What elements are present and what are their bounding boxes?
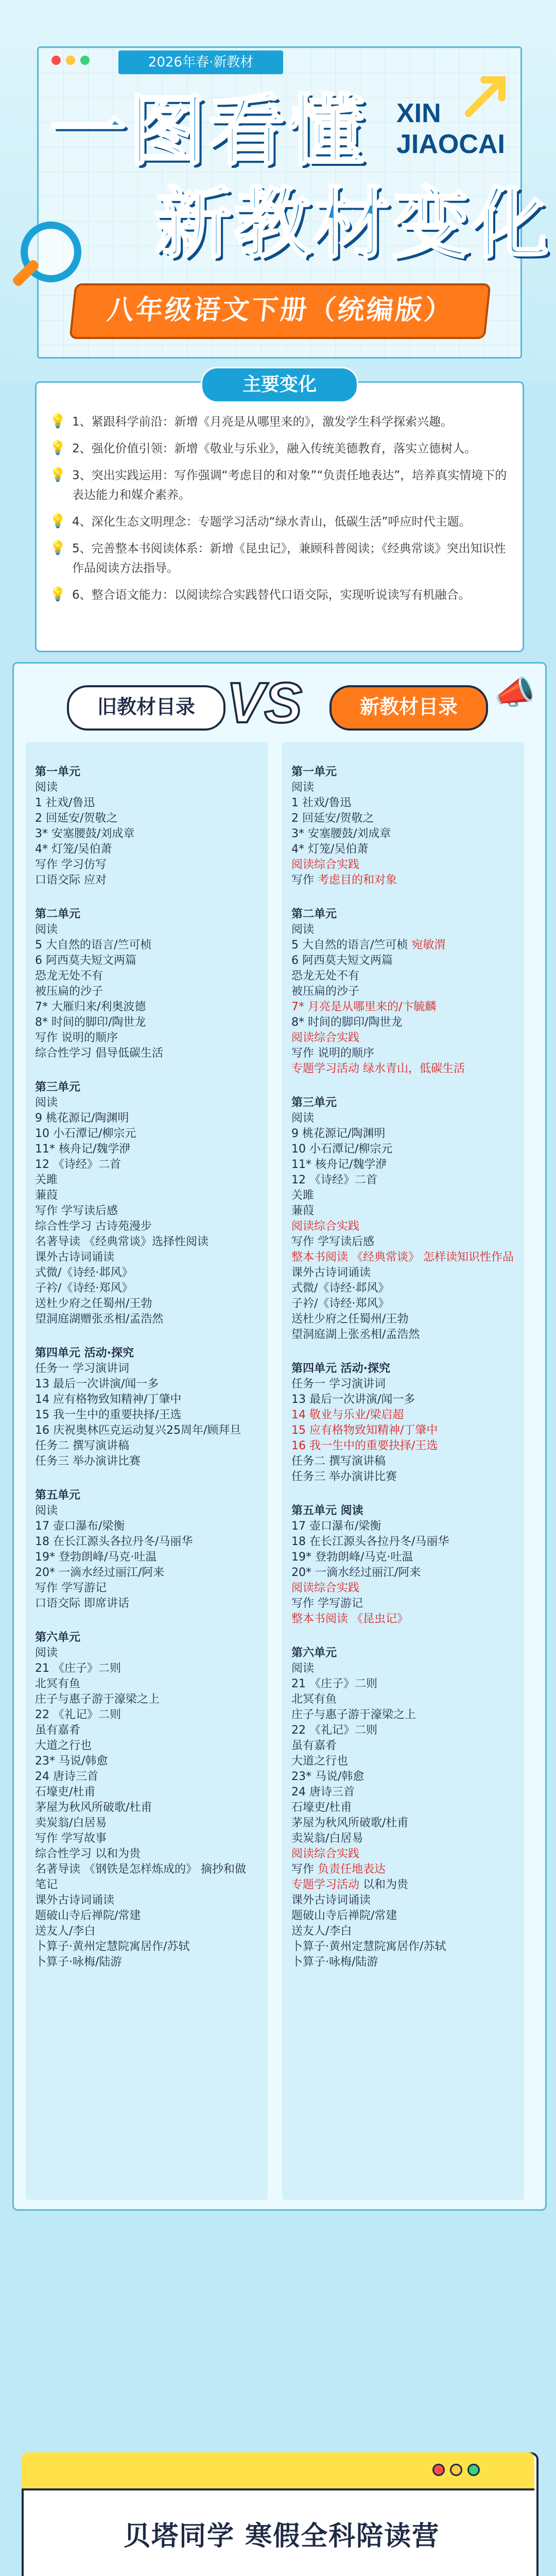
- catalog-entry: 整本书阅读 《昆虫记》: [291, 1613, 408, 1625]
- catalog-entry: 口语交际 即席讲话: [35, 1597, 129, 1610]
- catalog-unit-heading: 第五单元 阅读: [291, 1504, 363, 1517]
- catalog-entry: 式微/《诗经·邶风》: [35, 1266, 133, 1279]
- old-catalog-list: [35, 762, 262, 1970]
- catalog-entry: 阅读: [291, 781, 315, 794]
- catalog-entry: 专题学习活动 以和为贵: [291, 1878, 409, 1891]
- catalog-entry: 阅读: [35, 923, 58, 936]
- catalog-entry: 22 《礼记》二则: [35, 1708, 121, 1721]
- catalog-entry: 题破山寺后禅院/常建: [291, 1909, 397, 1922]
- catalog-entry: 阅读: [291, 1112, 315, 1125]
- catalog-entry: 石壕吏/杜甫: [291, 1801, 352, 1814]
- change-text: 3、突出实践运用：写作强调“考虑目的和对象”“负责任地表达”，培养真实情境下的表达能力和媒介素养。: [72, 469, 507, 502]
- catalog-unit-heading: 第四单元 活动·探究: [291, 1362, 391, 1375]
- catalog-entry: 21 《庄子》二则: [291, 1677, 377, 1690]
- catalog-gap: [291, 1343, 518, 1359]
- catalog-gap: [35, 1061, 262, 1078]
- catalog-entry: 被压扁的沙子: [291, 985, 360, 998]
- new-catalog-label: 新教材目录: [329, 685, 488, 731]
- catalog-entry: 卖炭翁/白居易: [35, 1817, 107, 1829]
- catalog-entry: 24 唐诗三首: [291, 1786, 355, 1799]
- dot-red-icon: [51, 56, 61, 65]
- promo-dot-red-icon: [432, 2464, 445, 2476]
- catalog-entry: 4* 灯笼/吴伯萧: [35, 843, 112, 856]
- catalog-entry: 10 小石潭记/柳宗元: [35, 1127, 136, 1140]
- catalog-entry: 课外古诗词诵读: [35, 1251, 115, 1264]
- catalog-entry: 7* 大雁归来/利奥波德: [35, 1001, 146, 1013]
- catalog-entry: 大道之行也: [35, 1739, 92, 1752]
- catalog-entry: 4* 灯笼/吴伯萧: [291, 843, 369, 856]
- catalog-entry: 20* 一滴水经过丽江/阿来: [35, 1566, 165, 1579]
- catalog-entry: 卜算子·咏梅/陆游: [291, 1956, 378, 1969]
- catalog-unit-heading: 第二单元: [291, 908, 337, 921]
- catalog-entry: 蒹葭: [291, 1205, 315, 1217]
- pinyin: [396, 98, 505, 160]
- changes-list: [49, 412, 513, 612]
- catalog-entry: 蒹葭: [35, 1189, 58, 1202]
- catalog-entry: 写作 学写游记: [291, 1597, 363, 1610]
- catalog-entry: 送友人/李白: [35, 1925, 96, 1938]
- change-text: 1、紧跟科学前沿：新增《月亮是从哪里来的》，激发学生科学探索兴趣。: [72, 415, 453, 429]
- catalog-entry: 阅读综合实践: [291, 1031, 360, 1044]
- catalog-entry: 24 唐诗三首: [35, 1770, 98, 1783]
- catalog-entry: 被压扁的沙子: [35, 985, 103, 998]
- change-item: [49, 439, 513, 459]
- catalog-entry: 课外古诗词诵读: [35, 1894, 115, 1907]
- catalog-unit-heading: 第六单元: [291, 1647, 337, 1659]
- change-item: [49, 539, 513, 578]
- catalog-entry: 16 我一生中的重要抉择/王选: [291, 1439, 438, 1452]
- catalog-entry: 望洞庭湖上张丞相/孟浩然: [291, 1328, 420, 1341]
- catalog-entry: 15 我一生中的重要抉择/王选: [35, 1409, 182, 1421]
- catalog-entry: 笔记: [35, 1878, 58, 1891]
- catalog-entry: 14 敬业与乐业/梁启超: [291, 1409, 404, 1421]
- catalog-entry: 卜算子·咏梅/陆游: [35, 1956, 122, 1969]
- catalog-entry: 送友人/李白: [291, 1925, 352, 1938]
- new-catalog-list: [291, 762, 518, 1970]
- promo-dot-yellow-icon: [450, 2464, 462, 2476]
- lightbulb-icon: 💡: [49, 467, 66, 483]
- catalog-entry: 写作 说明的顺序: [35, 1031, 118, 1044]
- catalog-entry: 7* 月亮是从哪里来的/卞毓麟: [291, 1001, 437, 1013]
- catalog-entry: 阅读: [35, 1096, 58, 1109]
- catalog-entry: 阅读综合实践: [291, 1220, 360, 1233]
- catalog-entry: 10 小石潭记/柳宗元: [291, 1143, 393, 1156]
- catalog-entry: 任务二 撰写演讲稿: [35, 1439, 129, 1452]
- catalog-entry: 11* 核舟记/魏学洢: [35, 1143, 131, 1156]
- lightbulb-icon: 💡: [49, 440, 66, 456]
- catalog-entry: 恐龙无处不有: [291, 970, 360, 982]
- catalog-entry: 阅读综合实践: [291, 1848, 360, 1860]
- catalog-gap: [291, 1627, 518, 1643]
- catalog-entry: 11* 核舟记/魏学洢: [291, 1158, 387, 1171]
- catalog-entry: 9 桃花源记/陶渊明: [291, 1127, 386, 1140]
- catalog-entry: 20* 一滴水经过丽江/阿来: [291, 1566, 421, 1579]
- catalog-entry: 综合性学习 古诗苑漫步: [35, 1220, 152, 1233]
- catalog-entry: 13 最后一次讲演/闻一多: [291, 1393, 415, 1406]
- catalog-entry: 阅读: [35, 781, 58, 794]
- megaphone-icon: 📣: [494, 674, 535, 712]
- catalog-entry: 关雎: [291, 1189, 315, 1202]
- catalog-entry: 名著导读 《经典常谈》选择性阅读: [35, 1235, 208, 1248]
- catalog-entry: 23* 马说/韩愈: [291, 1770, 364, 1783]
- catalog-entry: 15 应有格物致知精神/丁肇中: [291, 1424, 438, 1437]
- catalog-entry: 式微/《诗经·邶风》: [291, 1282, 390, 1295]
- catalog-gap: [35, 1469, 262, 1486]
- catalog-entry: 课外古诗词诵读: [291, 1894, 371, 1907]
- catalog-gap: [35, 888, 262, 905]
- catalog-entry: 卜算子·黄州定慧院寓居作/苏轼: [291, 1940, 446, 1953]
- catalog-gap: [291, 1077, 518, 1093]
- catalog-unit-heading: 第一单元: [35, 766, 81, 778]
- catalog-entry: 写作 学写故事: [35, 1832, 107, 1845]
- catalog-entry: 子衿/《诗经·郑风》: [291, 1297, 390, 1310]
- catalog-unit-heading: 第五单元: [35, 1489, 81, 1502]
- catalog-entry: 18 在长江源头各拉丹冬/马丽华: [35, 1535, 193, 1548]
- catalog-entry: 阅读: [291, 923, 315, 936]
- catalog-entry: 庄子与惠子游于濠梁之上: [35, 1693, 160, 1706]
- catalog-entry: 写作 学写游记: [35, 1582, 107, 1595]
- catalog-entry: 课外古诗词诵读: [291, 1266, 371, 1279]
- catalog-entry: 9 桃花源记/陶渊明: [35, 1112, 129, 1125]
- catalog-entry: 卖炭翁/白居易: [291, 1832, 363, 1845]
- change-text: 6、整合语文能力：以阅读综合实践替代口语交际，实现听说读写有机融合。: [72, 588, 471, 602]
- catalog-entry: 写作 学习仿写: [35, 858, 107, 871]
- catalog-entry: 21 《庄子》二则: [35, 1662, 121, 1675]
- new-catalog-column: [282, 742, 524, 2200]
- catalog-entry: 题破山寺后禅院/常建: [35, 1909, 141, 1922]
- change-item: [49, 412, 513, 432]
- catalog-entry: 任务三 举办演讲比赛: [291, 1470, 397, 1483]
- catalog-entry: 望洞庭湖赠张丞相/孟浩然: [35, 1313, 164, 1326]
- changes-title: 主要变化: [201, 367, 358, 403]
- catalog-entry: 22 《礼记》二则: [291, 1724, 377, 1737]
- old-catalog-label: 旧教材目录: [67, 685, 225, 731]
- catalog-unit-heading: 第二单元: [35, 908, 81, 921]
- catalog-entry: 任务三 举办演讲比赛: [35, 1455, 141, 1468]
- catalog-entry: 综合性学习 以和为贵: [35, 1848, 141, 1860]
- catalog-unit-heading: 第六单元: [35, 1631, 81, 1644]
- catalog-entry: 16 庆祝奥林匹克运动复兴25周年/顾拜旦: [35, 1424, 241, 1437]
- catalog-entry: 北冥有鱼: [291, 1693, 337, 1706]
- catalog-unit-heading: 第三单元: [35, 1081, 81, 1094]
- lightbulb-icon: 💡: [49, 414, 66, 429]
- window-dots: [51, 56, 95, 67]
- change-text: 4、深化生态文明理念：专题学习活动“绿水青山，低碳生活”呼应时代主题。: [72, 515, 471, 529]
- catalog-gap: [35, 1612, 262, 1628]
- catalog-entry: 23* 马说/韩愈: [35, 1755, 108, 1768]
- catalog-entry: 写作 学写读后感: [35, 1205, 118, 1217]
- catalog-entry: 任务一 学习演讲词: [291, 1378, 386, 1391]
- catalog-entry: 5 大自然的语言/竺可桢 宛敏渭: [291, 939, 446, 952]
- catalog-entry: 北冥有鱼: [35, 1677, 81, 1690]
- change-text: 5、完善整本书阅读体系：新增《昆虫记》，兼顾科普阅读；《经典常谈》突出知识性作品阅读方法指导。: [72, 542, 506, 575]
- change-item: [49, 512, 513, 532]
- catalog-entry: 任务一 学习演讲词: [35, 1362, 129, 1375]
- catalog-entry: 12 《诗经》二首: [35, 1158, 121, 1171]
- catalog-unit-heading: 第四单元 活动·探究: [35, 1347, 134, 1360]
- catalog-entry: 庄子与惠子游于濠梁之上: [291, 1708, 416, 1721]
- catalog-entry: 19* 登勃朗峰/马克·吐温: [35, 1551, 157, 1564]
- catalog-entry: 3* 安塞腰鼓/刘成章: [35, 827, 135, 840]
- catalog-entry: 子衿/《诗经·郑风》: [35, 1282, 133, 1295]
- catalog-entry: 2 回延安/贺敬之: [35, 812, 118, 825]
- catalog-entry: 18 在长江源头各拉丹冬/马丽华: [291, 1535, 449, 1548]
- catalog-entry: 整本书阅读 《经典常谈》 怎样读知识性作品: [291, 1251, 514, 1264]
- main-title-line2: 新教材变化: [154, 179, 551, 269]
- catalog-entry: 17 壶口瀑布/梁衡: [35, 1520, 125, 1533]
- change-item: [49, 585, 513, 605]
- catalog-entry: 送杜少府之任蜀州/王勃: [35, 1297, 152, 1310]
- change-item: [49, 466, 513, 505]
- catalog-entry: 6 阿西莫夫短文两篇: [35, 954, 136, 967]
- catalog-entry: 8* 时间的脚印/陶世龙: [35, 1016, 146, 1029]
- catalog-entry: 送杜少府之任蜀州/王勃: [291, 1313, 409, 1326]
- catalog-entry: 写作 考虑目的和对象: [291, 874, 397, 887]
- catalog-gap: [291, 888, 518, 905]
- catalog-entry: 13 最后一次讲演/闻一多: [35, 1378, 159, 1391]
- catalog-entry: 虽有嘉肴: [35, 1724, 81, 1737]
- catalog-entry: 任务二 撰写演讲稿: [291, 1455, 386, 1468]
- catalog-entry: 阅读综合实践: [291, 858, 360, 871]
- catalog-entry: 茅屋为秋风所破歌/杜甫: [35, 1801, 152, 1814]
- catalog-entry: 17 壶口瀑布/梁衡: [291, 1520, 381, 1533]
- promo-dot-green-icon: [467, 2464, 480, 2476]
- catalog-gap: [35, 1327, 262, 1344]
- catalog-entry: 写作 说明的顺序: [291, 1047, 374, 1060]
- change-text: 2、强化价值引领：新增《敬业与乐业》，融入传统美德教育，落实立德树人。: [72, 442, 477, 455]
- catalog-entry: 14 应有格物致知精神/丁肇中: [35, 1393, 182, 1406]
- lightbulb-icon: 💡: [49, 514, 66, 529]
- catalog-entry: 1 社戏/鲁迅: [35, 796, 95, 809]
- catalog-entry: 恐龙无处不有: [35, 970, 103, 982]
- promo-dots: [432, 2464, 485, 2478]
- dot-green-icon: [80, 56, 90, 65]
- catalog-entry: 写作 负责任地表达: [291, 1863, 386, 1876]
- catalog-entry: 卜算子·黄州定慧院寓居作/苏轼: [35, 1940, 190, 1953]
- catalog-entry: 19* 登勃朗峰/马克·吐温: [291, 1551, 413, 1564]
- catalog-entry: 写作 学写读后感: [291, 1235, 374, 1248]
- catalog-entry: 专题学习活动 绿水青山，低碳生活: [291, 1062, 465, 1075]
- promo-title: 贝塔同学 寒假全科陪读营: [124, 2521, 440, 2552]
- catalog-entry: 名著导读 《钢铁是怎样炼成的》 摘抄和做: [35, 1863, 246, 1876]
- catalog-entry: 口语交际 应对: [35, 874, 107, 887]
- tagline: 2026年春·新教材: [118, 50, 283, 74]
- catalog-entry: 8* 时间的脚印/陶世龙: [291, 1016, 403, 1029]
- catalog-entry: 5 大自然的语言/竺可桢: [35, 939, 152, 952]
- catalog-gap: [291, 1485, 518, 1501]
- catalog-entry: 阅读: [291, 1662, 315, 1675]
- catalog-entry: 阅读综合实践: [291, 1582, 360, 1595]
- catalog-entry: 石壕吏/杜甫: [35, 1786, 96, 1799]
- lightbulb-icon: 💡: [49, 587, 66, 602]
- catalog-entry: 3* 安塞腰鼓/刘成章: [291, 827, 391, 840]
- catalog-entry: 关雎: [35, 1174, 58, 1187]
- catalog-entry: 6 阿西莫夫短文两篇: [291, 954, 393, 967]
- pinyin-line1: XIN: [396, 98, 441, 128]
- catalog-unit-heading: 第三单元: [291, 1096, 337, 1109]
- dot-yellow-icon: [66, 56, 75, 65]
- catalog-entry: 虽有嘉肴: [291, 1739, 337, 1752]
- catalog-entry: 阅读: [35, 1504, 58, 1517]
- main-title-line1: 一图看懂: [49, 87, 367, 176]
- lightbulb-icon: 💡: [49, 540, 66, 556]
- catalog-entry: 1 社戏/鲁迅: [291, 796, 352, 809]
- vs-label: VS: [227, 671, 302, 735]
- catalog-entry: 12 《诗经》二首: [291, 1174, 377, 1187]
- pinyin-line2: JIAOCAI: [396, 129, 505, 159]
- catalog-entry: 2 回延安/贺敬之: [291, 812, 374, 825]
- catalog-entry: 综合性学习 倡导低碳生活: [35, 1047, 163, 1060]
- catalog-entry: 大道之行也: [291, 1755, 349, 1768]
- grade-banner: 八年级语文下册（统编版）: [69, 283, 491, 339]
- catalog-unit-heading: 第一单元: [291, 766, 337, 778]
- catalog-entry: 阅读: [35, 1647, 58, 1659]
- catalog-entry: 茅屋为秋风所破歌/杜甫: [291, 1817, 409, 1829]
- old-catalog-column: [26, 742, 268, 2200]
